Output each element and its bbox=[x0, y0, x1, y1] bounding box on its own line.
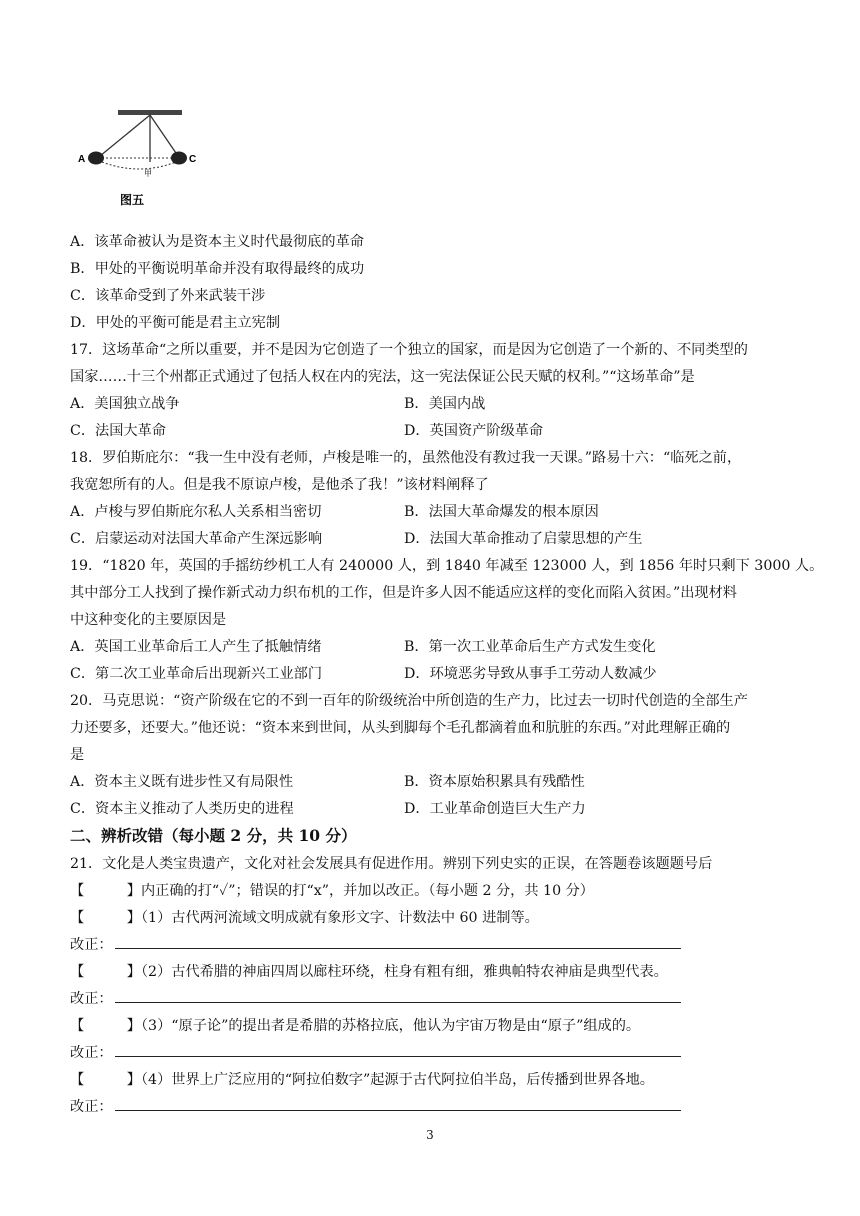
q21-intro-line2: 【 】内正确的打“✓”；错误的打“x”，并加以改正。（每小题 2 分，共 10 分） bbox=[70, 883, 594, 899]
q19-option-row1 bbox=[70, 634, 656, 660]
q19-stem-line1: 19．“1820 年，英国的手摇纺纱机工人有 240000 人，到 1840 年减至 123000 人，到 1856 年时只剩下 3000 人。 bbox=[70, 558, 824, 574]
q19-option-a: A．英国工业革命后工人产生了抵触情绪 bbox=[70, 639, 322, 655]
q20-stem-line1: 20．马克思说：“资产阶级在它的不到一百年的阶级统治中所创造的生产力，比过去一切时代创造的全部生产 bbox=[70, 693, 748, 709]
q21-item-2-text: （2）古代希腊的神庙四周以廊柱环绕，柱身有粗有细，雅典帕特农神庙是典型代表。 bbox=[140, 964, 668, 980]
page-number: 3 bbox=[426, 1128, 434, 1142]
q21-item-1-correction bbox=[70, 932, 681, 958]
q20-stem-line2: 力还要多，还要大。”他还说：“资本来到世间，从头到脚每个毛孔都滴着血和肮脏的东西。”对此理解正确的 bbox=[70, 720, 731, 736]
q21-item-4 bbox=[70, 1067, 654, 1093]
q19-option-d: D．环境恶劣导致从事手工劳动人数减少 bbox=[404, 666, 657, 682]
q19-stem-line3: 中这种变化的主要原因是 bbox=[70, 612, 227, 628]
q20-option-d: D．工业革命创造巨大生产力 bbox=[404, 801, 586, 817]
q16-option-a: A．该革命被认为是资本主义时代最彻底的革命 bbox=[70, 234, 364, 250]
q17-stem-line2: 国家……十三个州都正式通过了包括人权在内的宪法，这一宪法保证公民天赋的权利。”“这场革命”是 bbox=[70, 369, 695, 385]
figure-ball-c bbox=[171, 152, 187, 165]
q17-option-row2 bbox=[70, 418, 544, 444]
q20-option-a: A．资本主义既有进步性又有局限性 bbox=[70, 774, 294, 790]
figure-dotted-arc bbox=[102, 162, 176, 169]
q18-option-b: B．法国大革命爆发的根本原因 bbox=[404, 504, 599, 520]
figure-caption: 图五 bbox=[120, 193, 145, 207]
q21-item-1 bbox=[70, 905, 539, 931]
q18-option-c: C．启蒙运动对法国大革命产生深远影响 bbox=[70, 531, 323, 547]
answer-bracket[interactable]: 【 】 bbox=[70, 1072, 141, 1088]
correction-label: 改正： bbox=[70, 1099, 113, 1115]
q21-item-3 bbox=[70, 1013, 640, 1039]
q21-item-4-text: （4）世界上广泛应用的“阿拉伯数字”起源于古代阿拉伯半岛，后传播到世界各地。 bbox=[140, 1072, 654, 1088]
correction-answer-line[interactable] bbox=[115, 934, 681, 949]
q17-option-d: D．英国资产阶级革命 bbox=[404, 423, 544, 439]
q20-stem-line3: 是 bbox=[70, 747, 85, 763]
q17-option-b: B．美国内战 bbox=[404, 396, 486, 412]
figure-string-left bbox=[100, 115, 150, 156]
figure-ball-a bbox=[88, 152, 104, 165]
q21-item-4-correction bbox=[70, 1094, 681, 1120]
q18-option-a: A．卢梭与罗伯斯庇尔私人关系相当密切 bbox=[70, 504, 322, 520]
q21-item-2 bbox=[70, 959, 668, 985]
q18-option-row2 bbox=[70, 526, 643, 552]
q19-option-b: B．第一次工业革命后生产方式发生变化 bbox=[404, 639, 656, 655]
answer-bracket[interactable]: 【 】 bbox=[70, 1018, 141, 1034]
figure-label-mid: 甲 bbox=[144, 169, 152, 178]
q19-stem-line2: 其中部分工人找到了操作新式动力织布机的工作，但是许多人因不能适应这样的变化而陷入贫困。”出现材料 bbox=[70, 585, 737, 601]
q20-option-row2 bbox=[70, 796, 586, 822]
q21-intro-line1: 21．文化是人类宝贵遗产，文化对社会发展具有促进作用。辨别下列史实的正误，在答题卷该题题号后 bbox=[70, 856, 713, 872]
q16-option-b: B．甲处的平衡说明革命并没有取得最终的成功 bbox=[70, 261, 365, 277]
q18-stem-line2: 我宽恕所有的人。但是我不原谅卢梭，是他杀了我！”该材料阐释了 bbox=[70, 477, 489, 493]
q17-option-c: C．法国大革命 bbox=[70, 423, 166, 439]
q18-option-d: D．法国大革命推动了启蒙思想的产生 bbox=[404, 531, 643, 547]
q17-option-a: A．美国独立战争 bbox=[70, 396, 180, 412]
q20-option-c: C．资本主义推动了人类历史的进程 bbox=[70, 801, 294, 817]
q16-option-c: C．该革命受到了外来武装干涉 bbox=[70, 288, 266, 304]
answer-bracket[interactable]: 【 】 bbox=[70, 964, 141, 980]
q21-item-1-text: （1）古代两河流域文明成就有象形文字、计数法中 60 进制等。 bbox=[140, 910, 539, 926]
correction-answer-line[interactable] bbox=[115, 988, 681, 1003]
q20-option-row1 bbox=[70, 769, 585, 795]
correction-answer-line[interactable] bbox=[115, 1096, 681, 1111]
q16-option-d: D．甲处的平衡可能是君主立宪制 bbox=[70, 315, 281, 331]
figure-string-right bbox=[150, 115, 178, 156]
q20-option-b: B．资本原始积累具有残酷性 bbox=[404, 774, 585, 790]
correction-label: 改正： bbox=[70, 991, 113, 1007]
q21-item-3-text: （3）“原子论”的提出者是希腊的苏格拉底，他认为宇宙万物是由“原子”组成的。 bbox=[140, 1018, 641, 1034]
q18-option-row1 bbox=[70, 499, 599, 525]
q18-stem-line1: 18．罗伯斯庇尔：“我一生中没有老师，卢梭是唯一的，虽然他没有教过我一天课。”路易十六：“临死之前， bbox=[70, 450, 742, 466]
correction-label: 改正： bbox=[70, 1045, 113, 1061]
figure-top-bar bbox=[118, 110, 182, 115]
correction-label: 改正： bbox=[70, 937, 113, 953]
q17-option-row1 bbox=[70, 391, 486, 417]
q17-stem-line1: 17．这场革命“之所以重要，并不是因为它创造了一个独立的国家，而是因为它创造了一个新的、不同类型的 bbox=[70, 342, 748, 358]
section-heading: 二、辨析改错（每小题 2 分，共 10 分） bbox=[70, 826, 357, 845]
figure-label-c: C bbox=[189, 154, 197, 165]
q21-item-3-correction bbox=[70, 1040, 681, 1066]
correction-answer-line[interactable] bbox=[115, 1042, 681, 1057]
figure-pendulum-diagram bbox=[78, 104, 218, 216]
figure-label-a: A bbox=[78, 154, 86, 165]
q19-option-c: C．第二次工业革命后出现新兴工业部门 bbox=[70, 666, 323, 682]
answer-bracket[interactable]: 【 】 bbox=[70, 910, 141, 926]
q21-item-2-correction bbox=[70, 986, 681, 1012]
q19-option-row2 bbox=[70, 661, 657, 687]
